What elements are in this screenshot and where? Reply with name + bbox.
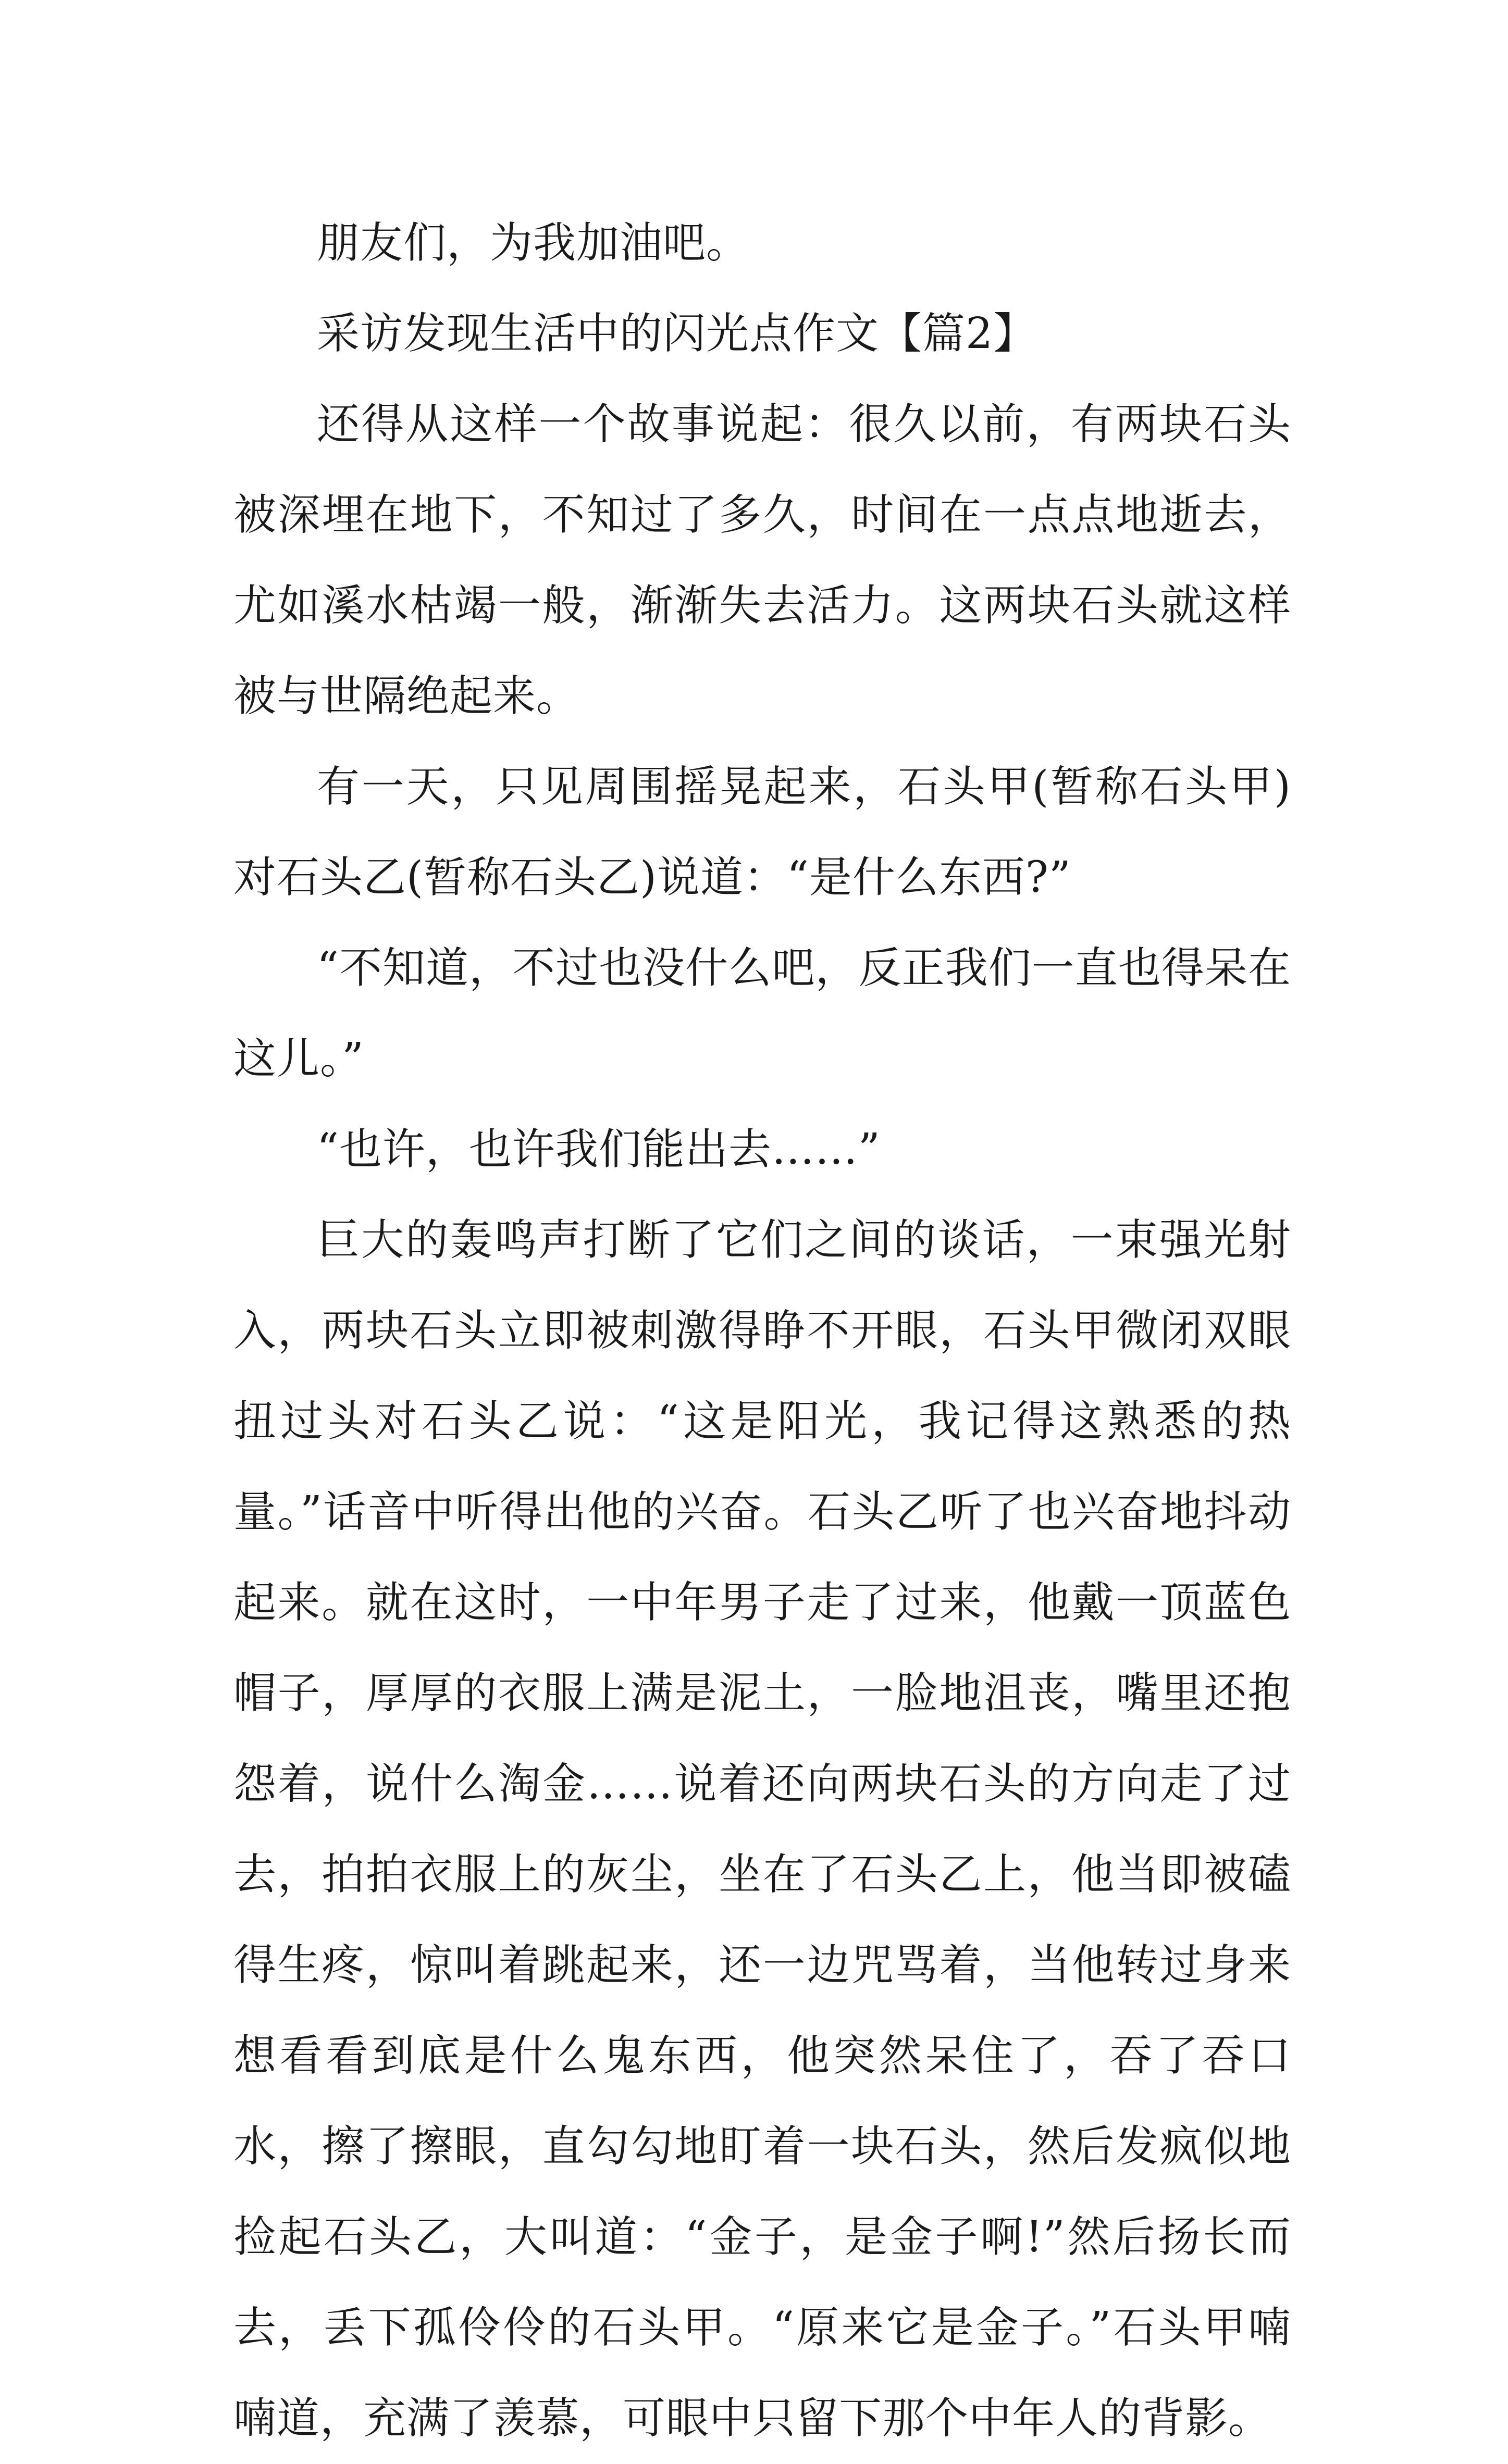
paragraph-story-intro: 还得从这样一个故事说起：很久以前，有两块石头被深埋在地下，不知过了多久，时间在一点点地逝去，尤如溪水枯竭一般，渐渐失去活力。这两块石头就这样被与世隔绝起来。	[233, 400, 1291, 721]
paragraph-gold-discovery: 巨大的轰鸣声打断了它们之间的谈话，一束强光射入，两块石头立即被刺激得睁不开眼，石头甲微闭双眼扭过头对石头乙说：“这是阳光，我记得这熟悉的热量。”话音中听得出他的兴奋。石头乙听了也兴奋地抖动起来。就在这时，一中年男子走了过来，他戴一顶蓝色帽子，厚厚的衣服上满是泥土，一脸地沮丧，嘴里还抱怨着，说什么淘金……说着还向两块石头的方向走了过去，拍拍衣服上的灰尘，坐在了石头乙上，他当即被磕得生疼，惊叫着跳起来，还一边咒骂着，当他转过身来想看看到底是什么鬼东西，他突然呆住了，吞了吞口水，擦了擦眼，直勾勾地盯着一块石头，然后发疯似地捡起石头乙，大叫道：“金子，是金子啊!”然后扬长而去，丢下孤伶伶的石头甲。“原来它是金子。”石头甲喃喃道，充满了羡慕，可眼中只留下那个中年人的背影。	[233, 1215, 1291, 2443]
section-title: 采访发现生活中的闪光点作文【篇2】	[317, 309, 1037, 358]
paragraph-dialogue-2: “也许，也许我们能出去……”	[317, 1125, 881, 1174]
document-body	[233, 198, 1291, 2464]
paragraph-shaking: 有一天，只见周围摇晃起来，石头甲(暂称石头甲)对石头乙(暂称石头乙)说道：“是什么东西?”	[233, 762, 1291, 902]
paragraph-dialogue-1: “不知道，不过也没什么吧，反正我们一直也得呆在这儿。”	[233, 943, 1291, 1084]
paragraph-cheer: 朋友们，为我加油吧。	[317, 218, 750, 268]
